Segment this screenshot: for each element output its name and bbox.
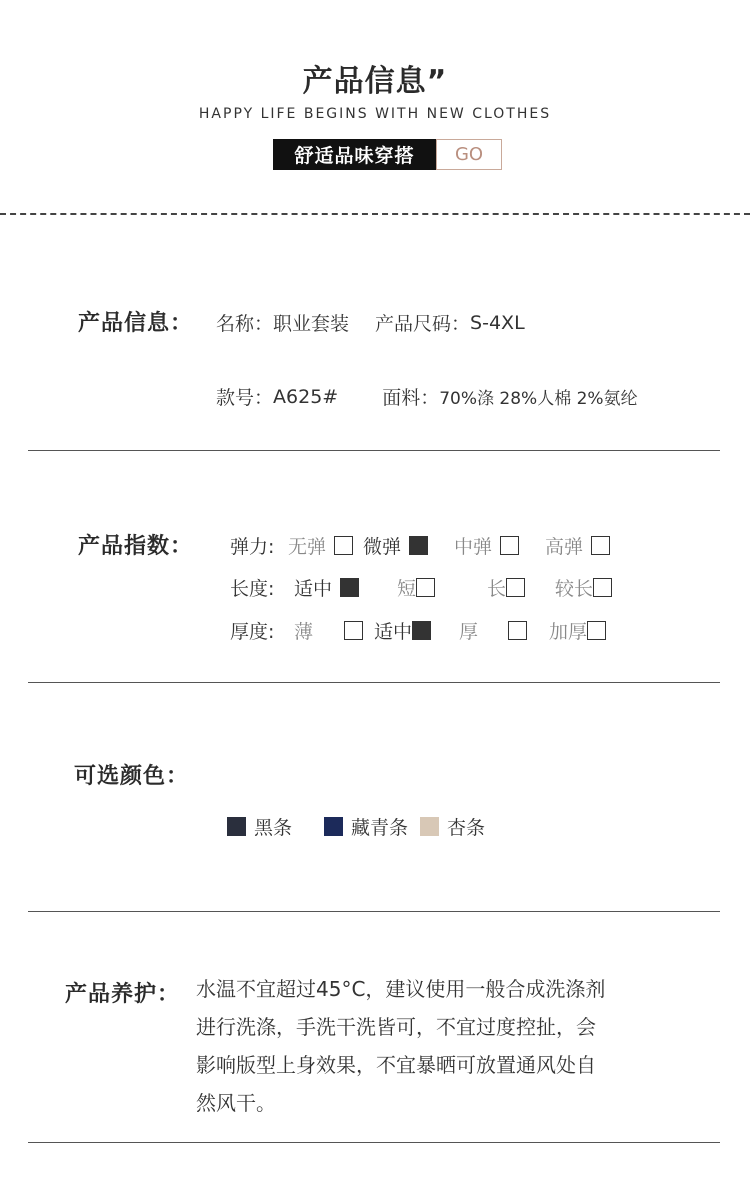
color-swatch-apricot: [420, 817, 439, 836]
care-line: 进行洗涤，手洗干洗皆可，不宜过度控扯，会: [196, 1015, 596, 1039]
index-row-name: 弹力:: [230, 536, 275, 558]
checkbox-checked: [412, 621, 431, 640]
checkbox: [500, 536, 519, 555]
option-label: 适中: [294, 578, 333, 600]
colors-label: 可选颜色：: [74, 764, 190, 789]
checkbox-checked: [409, 536, 428, 555]
option-label: 加厚: [549, 621, 588, 643]
name-label: 名称：: [216, 313, 274, 335]
index-row-name: 长度:: [230, 578, 275, 600]
option-label: 薄: [294, 621, 314, 643]
color-name: 黑条: [254, 817, 293, 839]
option-label: 无弹: [288, 536, 327, 558]
divider: [28, 682, 720, 683]
checkbox-checked: [340, 578, 359, 597]
index-row-elasticity: [230, 532, 610, 559]
fabric-label: 面料：: [382, 387, 440, 409]
checkbox: [334, 536, 353, 555]
option-label: 适中: [374, 621, 413, 643]
fabric-value: 70%涤 28%人棉 2%氨纶: [439, 389, 638, 409]
info-row-2: [216, 383, 638, 410]
option-label: 长: [487, 578, 507, 600]
care-label: 产品养护：: [65, 982, 181, 1007]
size-label: 产品尺码：: [375, 313, 471, 335]
care-text: [196, 970, 706, 1122]
checkbox: [591, 536, 610, 555]
slogan-text: 舒适品味穿搭: [273, 139, 436, 170]
info-label: 产品信息：: [78, 311, 194, 336]
color-name: 杏条: [447, 817, 486, 839]
style-value: A625#: [273, 385, 339, 408]
slogan-banner: [273, 139, 502, 170]
index-row-length: [230, 574, 612, 601]
checkbox: [587, 621, 606, 640]
divider: [28, 911, 720, 912]
checkbox: [416, 578, 435, 597]
style-label: 款号：: [216, 387, 274, 409]
color-swatch-navy: [324, 817, 343, 836]
care-line: 影响版型上身效果，不宜暴晒可放置通风处自: [196, 1053, 596, 1077]
color-options: [227, 813, 485, 840]
info-row-1: [216, 309, 525, 336]
checkbox: [506, 578, 525, 597]
care-line: 然风干。: [196, 1091, 276, 1115]
divider: [28, 1142, 720, 1143]
checkbox: [344, 621, 363, 640]
dashed-divider: [0, 213, 750, 215]
option-label: 较长: [555, 578, 594, 600]
color-swatch-black: [227, 817, 246, 836]
care-line: 水温不宜超过45°C，建议使用一般合成洗涤剂: [196, 977, 606, 1001]
checkbox: [508, 621, 527, 640]
size-value: S-4XL: [470, 311, 525, 334]
divider: [28, 450, 720, 451]
page-title: 产品信息”: [302, 64, 448, 99]
option-label: 微弹: [363, 536, 402, 558]
option-label: 短: [397, 578, 417, 600]
checkbox: [593, 578, 612, 597]
index-row-thickness: [230, 617, 606, 644]
index-row-name: 厚度:: [230, 621, 275, 643]
option-label: 厚: [459, 621, 479, 643]
go-button[interactable]: GO: [436, 139, 502, 170]
index-label: 产品指数：: [78, 534, 194, 559]
color-name: 藏青条: [351, 817, 409, 839]
name-value: 职业套装: [273, 313, 350, 335]
option-label: 中弹: [454, 536, 493, 558]
page-subtitle: HAPPY LIFE BEGINS WITH NEW CLOTHES: [198, 106, 552, 122]
option-label: 高弹: [545, 536, 584, 558]
